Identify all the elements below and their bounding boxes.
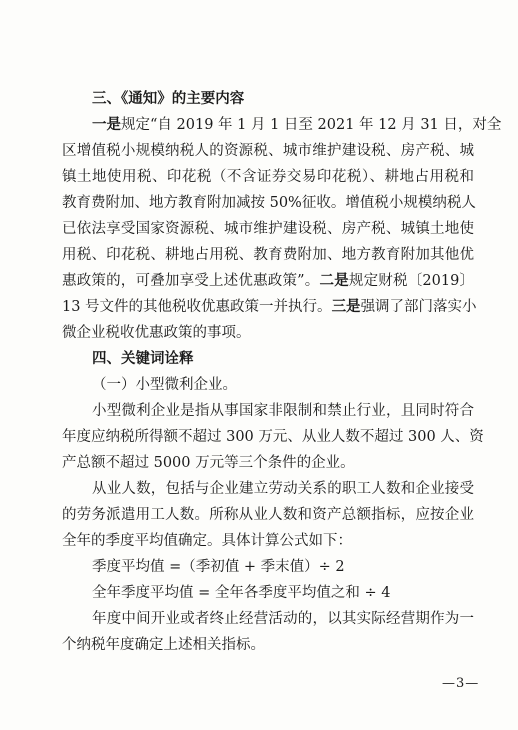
page-number: —3— (442, 676, 480, 691)
paragraph-line: 已依法享受国家资源税、城市维护建设税、房产税、城镇土地使 (62, 221, 474, 237)
section-heading-main-content: 三、《通知》的主要内容 (92, 91, 245, 107)
paragraph-line (62, 294, 477, 320)
paragraph-line (92, 112, 502, 138)
text-run: 13 号文件的其他税收优惠政策一并执行。 (62, 299, 332, 315)
paragraph-line: 年度中间开业或者终止经营活动的，以其实际经营期作为一 (92, 611, 474, 627)
paragraph-line: 产总额不超过 5000 万元等三个条件的企业。 (62, 455, 355, 471)
text-run: 惠政策的，可叠加享受上述优惠政策”。 (62, 273, 320, 289)
paragraph-line: 用税、印花税、耕地占用税、教育费附加、地方教育附加其他优 (62, 247, 474, 263)
formula-quarterly-average: 季度平均值 =（季初值 + 季末值）÷ 2 (92, 559, 345, 575)
paragraph-line: 区增值税小规模纳税人的资源税、城市维护建设税、房产税、城 (62, 143, 474, 159)
text-run: 规定财税〔2019〕 (348, 273, 475, 289)
paragraph-line: 个纳税年度确定上述相关指标。 (62, 637, 265, 653)
emphasis-second: 二是 (319, 273, 349, 289)
formula-annual-average: 全年季度平均值 = 全年各季度平均值之和 ÷ 4 (92, 585, 391, 601)
text-run: 强调了部门落实小 (360, 299, 477, 315)
paragraph-line: 年度应纳税所得额不超过 300 万元、从业人数不超过 300 人、资 (62, 429, 484, 445)
paragraph-line: 全年的季度平均值确定。具体计算公式如下： (62, 533, 352, 549)
paragraph-line: 从业人数，包括与企业建立劳动关系的职工人数和企业接受 (92, 481, 474, 497)
emphasis-first: 一是 (92, 117, 121, 133)
paragraph-line (62, 268, 474, 294)
paragraph-line: 镇土地使用税、印花税（不含证券交易印花税）、耕地占用税和 (62, 169, 474, 185)
subheading-small-micro-enterprise: （一）小型微利企业。 (92, 377, 237, 393)
paragraph-line: 教育费附加、地方教育附加减按 50%征收。增值税小规模纳税人 (62, 195, 476, 211)
emphasis-third: 三是 (331, 299, 361, 315)
paragraph-line: 微企业税收优惠政策的事项。 (62, 325, 251, 341)
paragraph-line: 小型微利企业是指从事国家非限制和禁止行业，且同时符合 (92, 403, 474, 419)
section-heading-keywords: 四、关键词诠释 (92, 351, 194, 367)
paragraph-line: 的劳务派遣用工人数。所称从业人数和资产总额指标，应按企业 (62, 507, 474, 523)
text-run: 规定“自 2019 年 1 月 1 日至 2021 年 12 月 31 日，对全 (121, 117, 502, 133)
